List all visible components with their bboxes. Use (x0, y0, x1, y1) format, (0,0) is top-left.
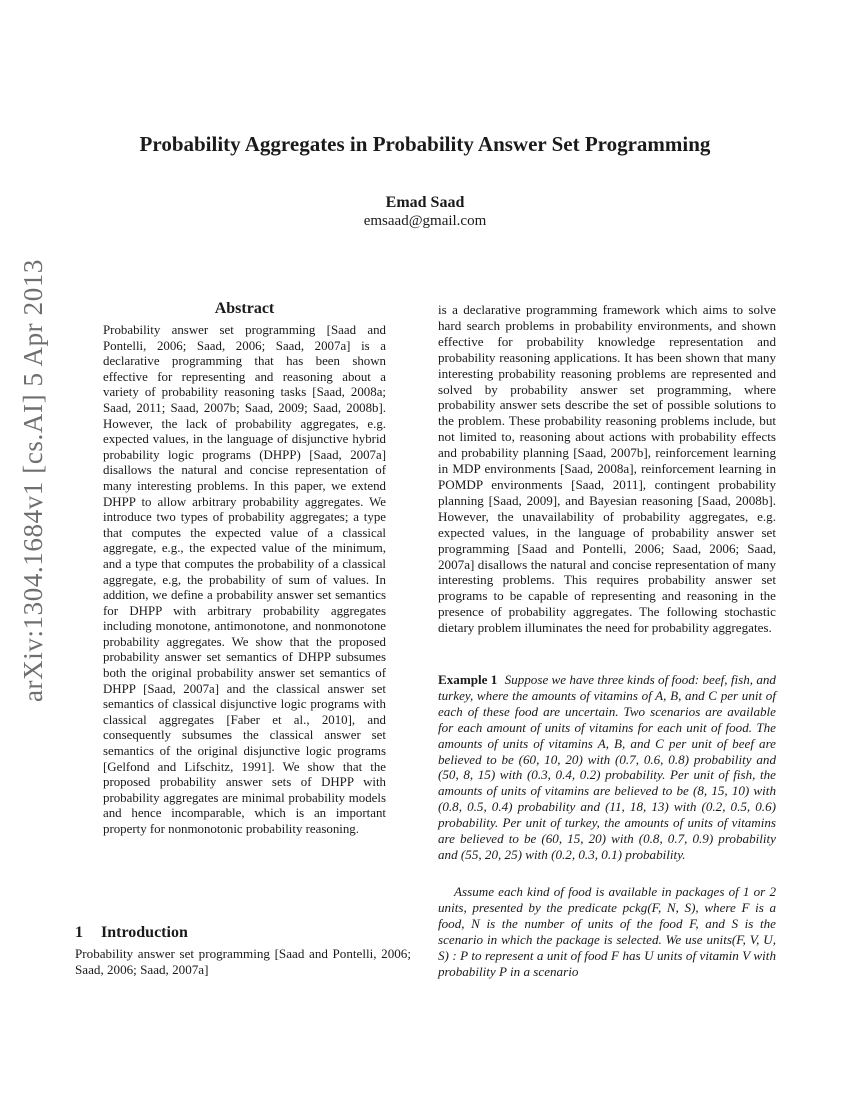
section-heading (75, 924, 188, 942)
section-title: Introduction (101, 924, 188, 941)
arxiv-identifier-text: arXiv:1304.1684v1 [cs.AI] 5 Apr 2013 (18, 258, 49, 702)
paper-title: Probability Aggregates in Probability Answer Set Programming (139, 132, 711, 156)
example-block (438, 672, 776, 863)
abstract-heading: Abstract (214, 300, 275, 317)
arxiv-identifier (8, 258, 60, 702)
section-number: 1 (75, 924, 83, 941)
abstract-text: Probability answer set programming [Saad and Pontelli, 2006; Saad, 2006; Saad, 2007a] is a declarative programming that has been shown effective for representing and reasoning about a variety of probability reasoning tasks [Saad, 2008a; Saad, 2011; Saad, 2007b; Saad, 2009; Saad, 2008b]. However, the lack of probability aggregates, e.g. expected values, in the language of disjunctive hybrid probability logic programs (DHPP) [Saad, 2007a] disallows the natural and concise representation of many interesting problems. In this paper, we extend DHPP to allow arbitrary probability aggregates. We introduce two types of probability aggregates; a type that computes the expected value of a classical aggregate, e.g., the expected value of the minimum, and a type that computes the probability of a classical aggregate, e.g, the probability of sum of values. In addition, we define a probability answer set semantics for DHPP with arbitrary probability aggregates including monotone, antimonotone, and nonmonotone probability aggregates. We show that the proposed probability answer set semantics of DHPP subsumes both the original probability answer set semantics of DHPP [Saad, 2007a] and the classical answer set semantics of classical disjunctive logic programs with classical aggregates [Faber et al., 2010], and consequently subsumes the classical answer set semantics of the original disjunctive logic programs [Gelfond and Lifschitz, 1991]. We show that the proposed probability answer sets of DHPP with probability aggregates are minimal probability models and hence incomparable, which is an important property for nonmonotonic probability reasoning. (103, 323, 386, 836)
example-continuation: Assume each kind of food is available in packages of 1 or 2 units, presented by the predicate pckg(F, N, S), where F is a food, N is the number of units of the food F, and S is the scenario in which the package is selected. We use units(F, V, U, S) : P to represent a unit of food F has U units of vitamin V with probability P in a scenario (438, 884, 776, 979)
introduction-text: Probability answer set programming [Saad and Pontelli, 2006; Saad, 2006; Saad, 2007a] (75, 946, 411, 977)
author-name: Emad Saad (385, 194, 465, 211)
column2-paragraph: is a declarative programming framework which aims to solve hard search problems in probability environments, and shown effective for probability knowledge representation and probability reasoning applications. It has been shown that many interesting probability reasoning problems are represented and solved by probability answer set programming, where probability answer sets describe the set of possible solutions to the problem. These probability reasoning problems include, but not limited to, reasoning about actions with probability effects and probability planning [Saad, 2007b], reinforcement learning in MDP environments [Saad, 2008a], reinforcement learning in POMDP environments [Saad, 2011], contingent probability planning [Saad, 2009], and Bayesian reasoning [Saad, 2008b]. However, the unavailability of probability aggregates, e.g. expected values, in the language of probability answer set programming [Saad and Pontelli, 2006; Saad, 2006; Saad, 2007a] disallows the natural and concise representation of many interesting problems. This requires probability answer set programs to be capable of representing and reasoning in the presence of probability aggregates. The following stochastic dietary problem illuminates the need for probability aggregates. (438, 302, 776, 636)
example-text: Suppose we have three kinds of food: beef, fish, and turkey, where the amounts of vitamins of A, B, and C per unit of each of these food are uncertain. Two scenarios are available for each amount of units of vitamins for each unit of food. The amounts of units of vitamins A, B, and C per unit of beef are believed to be (60, 10, 20) with (0.7, 0.6, 0.8) probability and (50, 8, 15) with (0.3, 0.4, 0.2) probability. Per unit of fish, the amounts of units of vitamins are believed to be (8, 15, 10) with (0.8, 0.5, 0.4) probability and (11, 18, 13) with (0.2, 0.5, 0.6) probability. Per unit of turkey, the amounts of units of vitamins are believed to be (60, 15, 20) with (0.8, 0.7, 0.9) probability and (55, 20, 25) with (0.2, 0.3, 0.1) probability. (438, 672, 776, 862)
author-email: emsaad@gmail.com (363, 213, 487, 229)
example-label: Example 1 (438, 672, 498, 687)
